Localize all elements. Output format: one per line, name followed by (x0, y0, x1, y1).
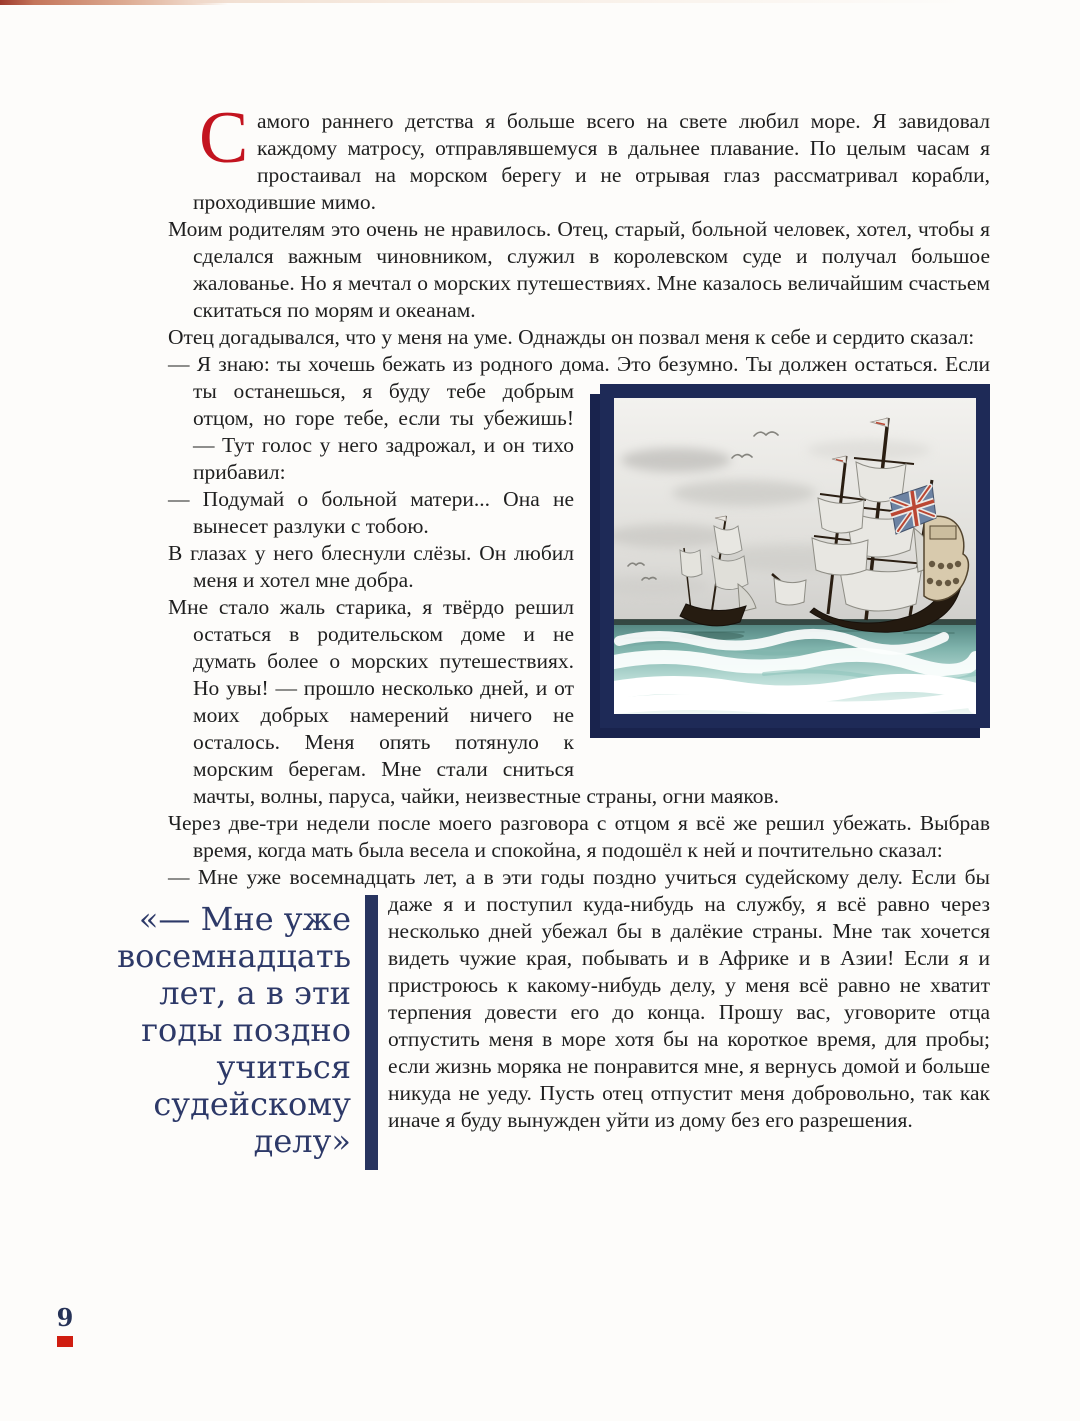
paragraph-text: бы даже я и поступил куда-нибудь на службу, я всё равно через несколько дней убежал бы в далёкие страны. Мне так хочется видеть чужие края, побывать и в Африке и в Азии! Если я и пристроюсь к какому-нибудь делу, у меня всё равно не хватит терпения довести его до конца. Прошу вас, уговорите отца отпустить меня в море хотя бы на короткое время, для пробы; если жизнь моряка не понравится мне, я вернусь домой и больше никуда не уеду. Пусть отец отпустит меня добровольно, так как иначе я буду вынужден уйти из дому без его разрешения. (388, 865, 990, 1132)
paragraph-text: Отец догадывался, что у меня на уме. Однажды он позвал меня к себе и сердито сказал: (168, 325, 975, 349)
paragraph-text: В глазах у него блеснули слёзы. Он любил меня и хотел мне добра. (168, 541, 574, 592)
paragraph (168, 351, 990, 486)
paragraph (168, 97, 990, 216)
illustration-figure (588, 384, 990, 762)
paragraph-text: амого раннего детства я больше всего на свете любил море. Я завидовал каждому матросу, отправлявшемуся в дальнее плавание. По целым часам я простаивал на морском берегу и не отрывая глаз рассматривал корабли, проходившие мимо. (193, 109, 990, 214)
paragraph-text: Через две-три недели после моего разговора с отцом я всё же решил убежать. Выбрав время, когда мать была весела и спокойна, я подошёл к ней и почтительно сказал: (168, 811, 990, 862)
page-marker-square (57, 1336, 73, 1347)
illustration-frame (600, 384, 990, 728)
scan-edge-artifact-red (0, 0, 228, 5)
paragraph-text: Моим родителям это очень не нравилось. Отец, старый, больной человек, хотел, чтобы я сделался важным чиновником, служил в королевском суде и получал большое жалованье. Но я мечтал о морских путешествиях. Мне казалось величайшим счастьем скитаться по морям и океанам. (168, 217, 990, 322)
page-number: 9 (56, 1303, 74, 1332)
drop-cap: С (199, 97, 249, 179)
ships-illustration (614, 398, 976, 714)
paragraph (168, 216, 990, 324)
paragraph-text: Мне стало жаль старика, я твёрдо решил остаться в родительском доме и не думать более о морских путешествиях. Но увы! — прошло несколько дней, и от моих добрых намерений ничего не осталось. Меня опять потянуло к морским берегам. Мне стали сниться мачты, волны, паруса, чайки, неизвестные страны, огни маяков. (168, 595, 780, 808)
paragraph-text: Если ты останешься, я буду тебе добрым отцом, но горе тебе, если ты убежишь! — Тут голос у него задрожал, и он тихо прибавил: (193, 352, 990, 484)
paragraph-text: — Мне уже восемнадцать лет, а в эти годы поздно учиться судейскому делу. Если (168, 865, 965, 889)
page-text-column (117, 97, 990, 1170)
paragraph-text: — Я знаю: ты хочешь бежать из родного дома. Это безумно. Ты должен остаться. (168, 352, 946, 376)
pull-quote: «— Мне уже восемнадцать лет, а в эти годы поздно учиться судейскому делу» (65, 895, 378, 1170)
paragraph-text: — Подумай о больной матери... Она не вынесет разлуки с тобою. (168, 487, 574, 538)
paragraph (168, 324, 990, 351)
paragraph (168, 810, 990, 864)
paragraph (117, 864, 990, 1160)
